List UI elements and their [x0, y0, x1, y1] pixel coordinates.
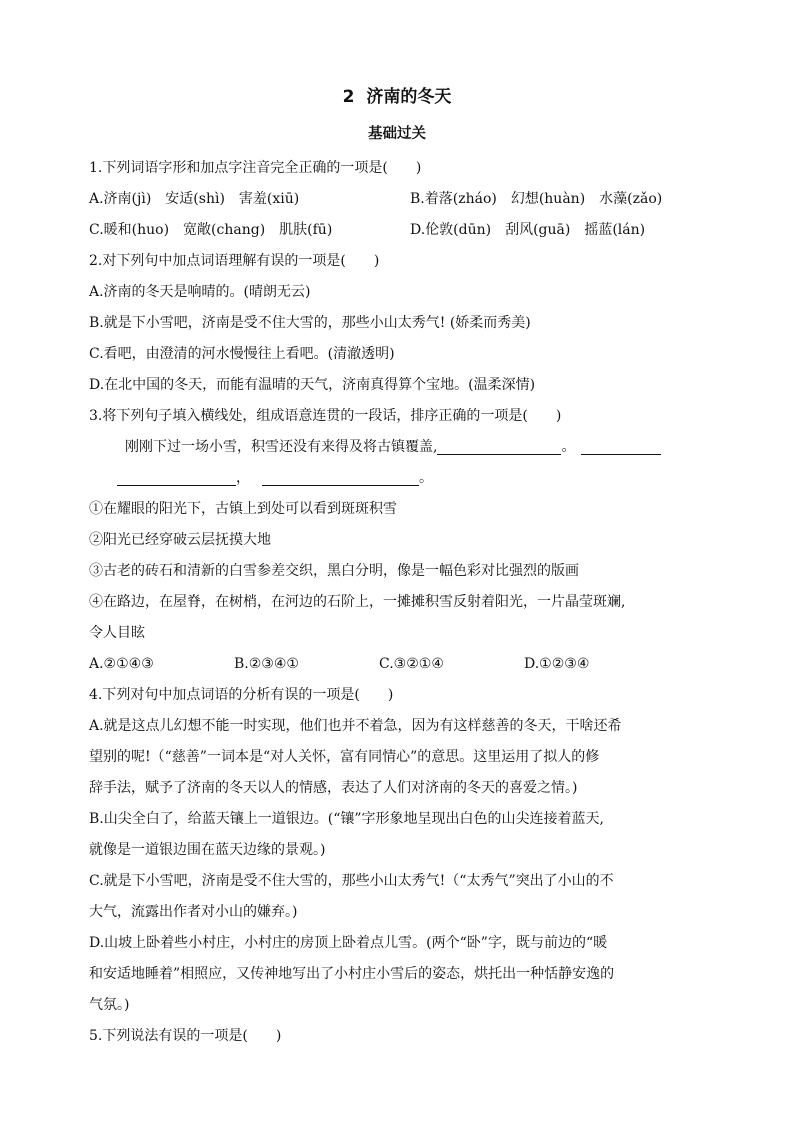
lesson-number: 2 — [342, 87, 355, 107]
question-3-sentence-4-cont: 令人目眩 — [89, 625, 145, 641]
question-1-option-d: D.伦敦(dūn) 刮风(guā) 摇蓝(lán) — [410, 222, 646, 238]
question-3-separator-3: 。 — [419, 470, 433, 486]
answer-blank-1[interactable] — [437, 436, 561, 455]
lesson-title-text: 济南的冬天 — [366, 87, 452, 107]
question-5-stem: 5.下列说法有误的一项是( ) — [89, 1028, 282, 1044]
question-3-separator-2: ， — [236, 470, 250, 486]
question-2-option-c: C.看吧，由澄清的河水慢慢往上看吧。(清澈透明) — [89, 346, 395, 362]
question-4-option-a-line-2: 望别的呢!（“慈善”一词本是“对人关怀，富有同情心”的意思。这里运用了拟人的修 — [89, 749, 600, 765]
question-3-passage-start: 刚刚下过一场小雪，积雪还没有来得及将古镇覆盖, — [125, 439, 438, 455]
question-2-option-d: D.在北中国的冬天，而能有温晴的天气，济南真得算个宝地。(温柔深情) — [89, 377, 536, 393]
answer-blank-2b[interactable] — [117, 467, 236, 486]
question-3-stem: 3.将下列句子填入横线处，组成语意连贯的一段话，排序正确的一项是( ) — [89, 408, 562, 424]
question-3-option-d: D.①②③④ — [524, 656, 590, 672]
question-4-option-d-line-3: 气氛。) — [89, 997, 130, 1013]
question-4-option-c-line-1: C.就是下小雪吧，济南是受不住大雪的，那些小山太秀气!（“太秀气”突出了小山的不 — [89, 873, 614, 889]
section-subtitle: 基础过关 — [368, 126, 426, 142]
question-2-option-a: A.济南的冬天是响晴的。(晴朗无云) — [89, 284, 311, 300]
question-3-passage-line-1 — [89, 432, 713, 463]
question-3-passage-line-2 — [89, 463, 713, 494]
question-1-options-ab — [89, 184, 713, 215]
question-3-separator-1: 。 — [561, 439, 576, 455]
question-3-option-c: C.③②①④ — [379, 656, 444, 672]
question-4-option-b-line-2: 就像是一道银边围在蓝天边缘的景观。) — [89, 842, 326, 858]
question-2-stem: 2.对下列句中加点词语理解有误的一项是( ) — [89, 253, 380, 269]
question-3-sentence-1: ①在耀眼的阳光下，古镇上到处可以看到斑斑积雪 — [89, 501, 397, 517]
question-3-sentence-3: ③古老的砖石和清新的白雪参差交织，黑白分明，像是一幅色彩对比强烈的版画 — [89, 563, 579, 579]
question-4-option-d-line-1: D.山坡上卧着些小村庄，小村庄的房顶上卧着点儿雪。(两个“卧”字，既与前边的“暖 — [89, 935, 608, 951]
question-3-options — [89, 649, 713, 680]
question-3-option-a: A.②①④③ — [89, 656, 154, 672]
question-4-option-b-line-1: B.山尖全白了，给蓝天镶上一道银边。(“镶”字形象地呈现出白色的山尖连接着蓝天, — [89, 811, 604, 827]
question-1-option-c: C.暖和(huo) 宽敞(chang) 肌肤(fū) — [89, 222, 333, 238]
answer-blank-2a[interactable] — [581, 436, 661, 455]
question-4-option-a-line-1: A.就是这点儿幻想不能一时实现，他们也并不着急，因为有这样慈善的冬天，干啥还希 — [89, 718, 622, 734]
question-4-stem: 4.下列对句中加点词语的分析有误的一项是( ) — [89, 687, 394, 703]
question-1-options-cd — [89, 215, 713, 246]
question-1-option-a: A.济南(jì) 安适(shì) 害羞(xiū) — [89, 191, 300, 207]
question-1-stem: 1.下列词语字形和加点字注音完全正确的一项是( ) — [89, 160, 422, 176]
answer-blank-3[interactable] — [262, 467, 419, 486]
lesson-title — [0, 86, 794, 108]
question-4-option-d-line-2: 和安适地睡着”相照应，又传神地写出了小村庄小雪后的姿态，烘托出一种恬静安逸的 — [89, 966, 615, 982]
question-4-option-c-line-2: 大气，流露出作者对小山的嫌弃。) — [89, 904, 298, 920]
question-3-sentence-2: ②阳光已经穿破云层抚摸大地 — [89, 532, 271, 548]
question-2-option-b: B.就是下小雪吧，济南是受不住大雪的，那些小山太秀气! (娇柔而秀美) — [89, 315, 531, 331]
question-3-sentence-4: ④在路边，在屋脊，在树梢，在河边的石阶上，一摊摊积雪反射着阳光，一片晶莹斑斓, — [89, 594, 626, 610]
question-4-option-a-line-3: 辞手法，赋予了济南的冬天以人的情感，表达了人们对济南的冬天的喜爱之情。) — [89, 780, 578, 796]
question-3-option-b: B.②③④① — [234, 656, 299, 672]
question-body — [89, 153, 713, 1052]
question-1-option-b: B.着落(zháo) 幻想(huàn) 水藻(zǎo) — [410, 191, 663, 207]
